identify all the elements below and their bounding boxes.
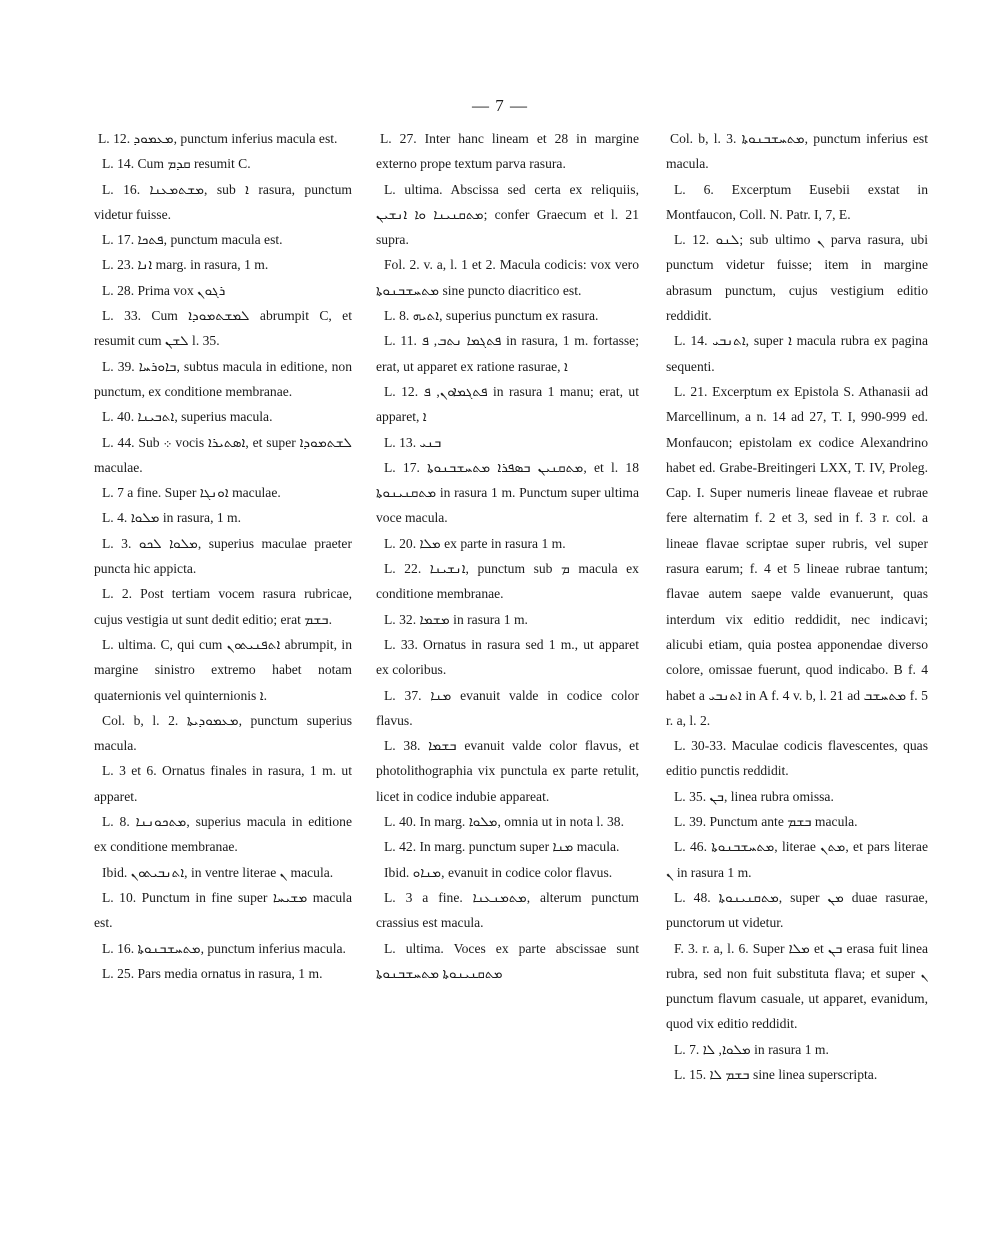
note-entry: L. 32. ܡܫܡܐ in rasura 1 m.	[384, 611, 528, 627]
note-entry: L. 44. Sub ܀ vocis ܐܣܬܝܪܐ, et super ܠܫܬܡܘܕܐ maculae.	[94, 434, 352, 475]
note-entry: L. 46. ܡܬܚܫܒܢܘܬܐ, literae ܡܬܢ, et pars literae ܢ in rasura 1 m.	[666, 839, 928, 880]
note-entry: L. 8. ܡܬܟܘܢܢܐ, superius macula in editione ex conditione membranae.	[94, 814, 352, 855]
note-entry: Col. b, l. 3. ܡܬܚܫܒܢܘܬܐ, punctum inferius est macula.	[666, 131, 928, 172]
column-right	[666, 126, 928, 1087]
note-entry: L. 17. ܡܬܩܢܝܢ ܒܣܦܪܐ ܡܬܚܫܒܢܘܬܐ, et l. 18 ܡܬܩܢܝܢܘܬܐ in rasura 1 m. Punctum super ultima voce macula.	[376, 459, 639, 526]
note-entry: L. 16. ܡܫܬܡܥܢܐ, sub ܐ rasura, punctum videtur fuisse.	[94, 181, 352, 222]
note-entry: L. 37. ܡܢܐ evanuit valde in codice color flavus.	[376, 687, 639, 728]
note-entry: L. 42. In marg. punctum super ܡܢܐ macula.	[384, 839, 620, 855]
note-entry: L. 11. ܦܬܓܡܐ ܢܬܒ, ܦ in rasura, 1 m. fortasse; erat, ut apparet ex ratione rasurae, ܐ	[376, 333, 639, 374]
note-entry: L. 12. ܠܢܘ; sub ultimo ܢ parva rasura, ubi punctum videtur fuisse; item in margine abrasum punctum, cujus vestigium editio reddidit.	[666, 232, 928, 324]
note-entry: L. 16. ܡܬܚܫܒܢܘܬܐ, punctum inferius macula.	[102, 940, 346, 956]
note-entry: L. 39. ܒܐܘܪܚܐ, subtus macula in editione, non punctum, ex conditione membranae.	[94, 358, 352, 399]
note-entry: L. 13. ܒܢܝ	[384, 434, 442, 450]
note-entry: L. 4. ܡܠܘܐ in rasura, 1 m.	[102, 510, 242, 526]
note-entry: L. 8. ܐܬܝܗ, superius punctum ex rasura.	[384, 308, 599, 324]
note-entry: L. 3 et 6. Ornatus finales in rasura, 1 m. ut apparet.	[94, 763, 352, 804]
column-middle	[376, 126, 639, 986]
note-entry: L. 38. ܒܫܡܐ evanuit valde color flavus, et photolithographia vix punctula ex parte retulit, licet in codice indubie appareat.	[376, 738, 639, 804]
note-entry: L. 22. ܐܢܫܝܢܐ, punctum sub ܡ macula ex conditione membranae.	[376, 561, 639, 602]
note-entry: L. 12. ܦܬܓܡܐܘܢ, ܦ in rasura 1 manu; erat, ut apparet, ܐ	[376, 383, 639, 425]
note-entry: L. 3 a fine. ܡܬܡܢܥܢܐ, alterum punctum crassius est macula.	[376, 889, 639, 931]
note-entry: L. 33. Cum ܠܡܫܬܡܘܕܐ abrumpit C, et resumit cum ܠܫܢ l. 35.	[94, 308, 352, 349]
note-entry: Fol. 2. v. a, l. 1 et 2. Macula codicis: vox vero ܡܬܚܫܒܢܘܬܐ sine puncto diacritico est.	[376, 257, 639, 298]
note-entry: Ibid. ܐܬܢܒܝܬܘܢ, in ventre literae ܢ macula.	[102, 864, 334, 880]
note-entry: L. 7 a fine. Super ܐܘܢܓܐ maculae.	[102, 485, 281, 501]
note-entry: L. 35. ܒܢ, linea rubra omissa.	[674, 788, 834, 804]
note-entry: L. 6. Excerptum Eusebii exstat in Montfaucon, Coll. N. Patr. I, 7, E.	[666, 181, 928, 222]
note-entry: L. 15. ܒܫܡ ܠܐ sine linea superscripta.	[674, 1066, 878, 1082]
note-entry: L. 25. Pars media ornatus in rasura, 1 m.	[102, 965, 323, 981]
note-entry: L. 28. Prima vox ܪܓܘܢ	[102, 282, 226, 298]
note-entry: F. 3. r. a, l. 6. Super ܡܠܐ et ܒܢ erasa fuit linea rubra, sed non fuit substituta flava; et super ܢ punctum flavum casuale, ut apparet, evanidum, quod vix editio reddidit.	[666, 940, 929, 1032]
note-entry: L. 14. Cum ܩܕܡ resumit C.	[102, 156, 251, 172]
note-entry: L. ultima. Abscissa sed certa ex reliquiis, ܡܬܩܢܝܢܐ ܘܐ ܐܢܫܝܢ; confer Graecum et l. 21 supra.	[376, 181, 639, 248]
note-entry: L. 39. Punctum ante ܒܫܡ macula.	[674, 814, 858, 830]
note-entry: L. 14. ܐܬܢܒܝ, super ܐ macula rubra ex pagina sequenti.	[666, 333, 929, 374]
note-entry: L. 40. In marg. ܡܠܘܐ, omnia ut in nota l. 38.	[384, 814, 624, 830]
note-entry: L. 23. ܐܢܐ marg. in rasura, 1 m.	[102, 257, 269, 273]
column-left	[94, 126, 352, 986]
note-entry: L. 17. ܦܬܟܐ, punctum macula est.	[102, 232, 283, 248]
note-entry: L. 20. ܡܠܐ ex parte in rasura 1 m.	[384, 535, 566, 551]
note-entry: L. 40. ܐܬܒܝܢܐ, superius macula.	[102, 409, 273, 425]
note-entry: L. 7. ܡܠܘܐ, ܠܐ in rasura 1 m.	[674, 1041, 829, 1057]
note-entry: L. 10. Punctum in fine super ܡܫܝܚܐ macula est.	[94, 889, 352, 931]
note-entry: L. ultima. C, qui cum ܐܬܦܢܝܬܘܢ abrumpit, in margine sinistro extremo habet notam quaternionis vel quinternionis ܐ.	[94, 636, 352, 703]
note-entry: L. 48. ܡܬܩܢܝܢܘܬܐ, super ܡܢ duae rasurae, punctorum ut videtur.	[666, 889, 928, 931]
note-entry: L. ultima. Voces ex parte abscissae sunt ܡܬܩܢܝܢܘܬܐ ܡܬܚܫܒܢܘܬܐ	[376, 940, 639, 981]
note-entry: L. 27. Inter hanc lineam et 28 in margine externo prope textum parva rasura.	[376, 131, 639, 172]
note-entry: L. 12. ܡܥܡܘܕ, punctum inferius macula est.	[98, 131, 338, 146]
note-entry: Col. b, l. 2. ܡܥܡܘܕܝܬܐ, punctum superius macula.	[94, 712, 352, 754]
note-entry: L. 30-33. Maculae codicis flavescentes, quas editio punctis reddidit.	[666, 738, 928, 779]
note-entry: L. 2. Post tertiam vocem rasura rubricae, cujus vestigia ut sunt dedit editio; erat ܒܫܡ.	[94, 586, 352, 627]
page-number: — 7 —	[472, 96, 528, 115]
note-entry: L. 33. Ornatus in rasura sed 1 m., ut apparet ex coloribus.	[376, 636, 639, 678]
note-entry: L. 3. ܡܠܘܐ ܠܟܘ, superius maculae praeter puncta hic appicta.	[94, 535, 352, 577]
note-entry: Ibid. ܡܢܐܘ, evanuit in codice color flavus.	[384, 864, 613, 880]
note-entry: L. 21. Excerptum ex Epistola S. Athanasii ad Marcellinum, a n. 14 ad 27, T. I, 990-999 ed. Monfaucon; epistolam ex codice Alexandrino habet ed. Grabe-Breitingeri LXX, T. IV, Proleg. Cap. I. Super numeris lineae flaveae et rubrae fere alternatim f. 2 et 3, sed in f. 3 r. col. a lineae flavae scriptae super rubris, vel super rasura earum; f. 4 et 5 lineae rubrae tantum; flavae autem saepe valde evanuerunt, quas interdum vix editio reddidit, nec indicavi; alicubi etiam, quia postea apponendae diverso colore, omissae fuerunt, quod indicabo. B f. 4 habet a ܐܬܢܒܝ in A f. 4 v. b, l. 21 ad ܡܬܚܫܒ f. 5 r. a, l. 2.	[666, 383, 928, 728]
